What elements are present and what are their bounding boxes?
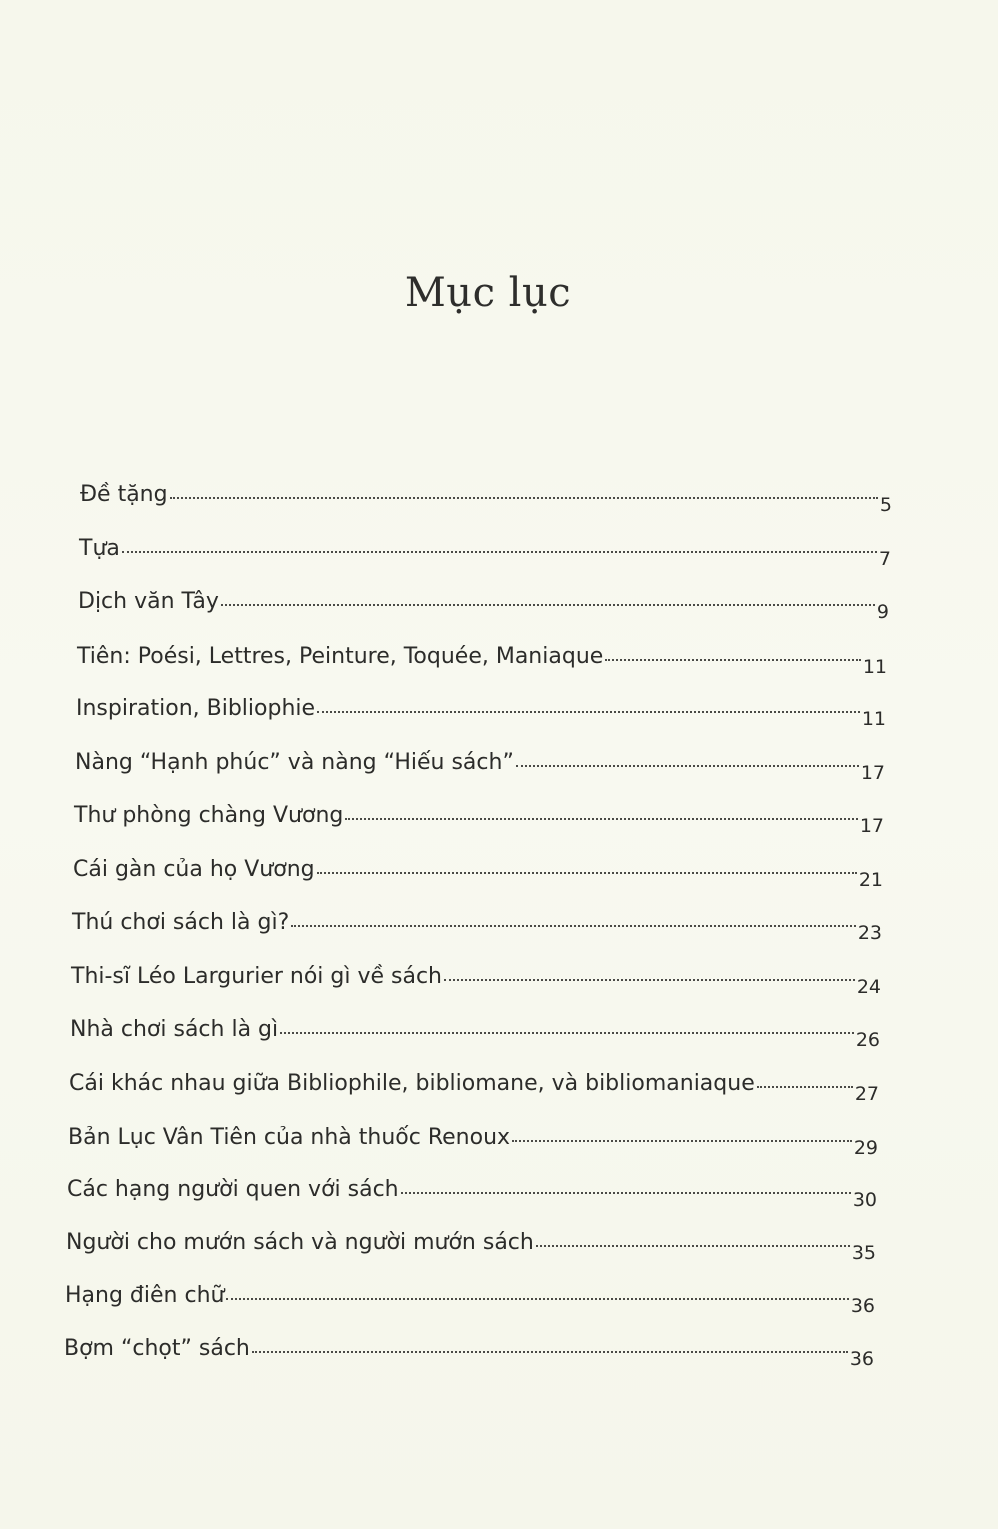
dot-leader [291,925,856,927]
toc-entry [75,750,885,790]
toc-page-number: 17 [860,762,885,784]
dot-leader [757,1086,853,1088]
toc-entry [72,910,882,950]
toc-page-number: 30 [852,1189,877,1211]
toc-entry [74,803,884,843]
toc-page-number: 29 [853,1137,878,1159]
toc-entry-title: Hạng điên chữ [65,1283,225,1308]
toc-page-number: 11 [862,656,887,678]
dot-leader [252,1351,848,1353]
toc-page-number: 26 [855,1029,880,1051]
dot-leader [444,979,855,981]
toc-entry-title: Thi-sĩ Léo Largurier nói gì về sách [71,964,443,989]
dot-leader [317,872,857,874]
dot-leader [605,659,861,661]
dot-leader [280,1032,854,1034]
toc-page-number: 21 [858,869,883,891]
dot-leader [170,497,878,499]
toc-entry [64,1336,874,1376]
toc-entry-title: Dịch văn Tây [78,589,219,614]
toc-page-number: 9 [876,601,889,623]
toc-entry [79,536,891,576]
dot-leader [516,765,859,767]
toc-entry-title: Thú chơi sách là gì? [72,910,290,935]
toc-entry-title: Người cho mướn sách và người mướn sách [66,1230,534,1255]
toc-entry [66,1230,876,1270]
toc-entry [73,857,883,897]
toc-page-number: 24 [856,976,881,998]
dot-leader [345,818,857,820]
toc-entry-title: Các hạng người quen với sách [67,1177,399,1202]
toc-entry-title: Inspiration, Bibliophie [76,696,316,721]
toc-entry-title: Nàng “Hạnh phúc” và nàng “Hiếu sách” [75,750,514,775]
dot-leader [512,1140,852,1142]
toc-page-number: 35 [851,1242,876,1264]
toc-page-number: 17 [859,815,884,837]
toc-entry-title: Tiên: Poési, Lettres, Peinture, Toquée, Maniaque [77,644,604,669]
toc-entry [68,1125,878,1165]
toc-entry [70,1017,880,1057]
toc-page-number: 11 [861,708,886,730]
toc-page-number: 7 [878,548,891,570]
toc-page-number: 27 [854,1083,879,1105]
toc-entry [69,1071,879,1111]
dot-leader [536,1245,850,1247]
toc-entry [78,589,889,629]
toc-page-number: 5 [879,494,892,516]
toc-entry-title: Cái khác nhau giữa Bibliophile, bibliomane, và bibliomaniaque [69,1071,755,1096]
toc-page-number: 23 [857,922,882,944]
toc-entry [67,1177,877,1217]
toc-entry-title: Nhà chơi sách là gì [70,1017,279,1042]
page-title: Mục lục [404,270,572,316]
toc-entry-title: Tựa [79,536,120,561]
dot-leader [317,711,860,713]
dot-leader [122,551,877,553]
toc-entry-title: Bợm “chọt” sách [64,1336,250,1361]
toc-entry [65,1283,875,1323]
toc-entry [76,696,886,736]
toc-entry [80,482,892,522]
toc-entry-title: Bản Lục Vân Tiên của nhà thuốc Renoux [68,1125,511,1150]
dot-leader [221,604,875,606]
dot-leader [401,1192,851,1194]
toc-page-number: 36 [850,1295,875,1317]
toc-entry-title: Thư phòng chàng Vương [74,803,344,828]
toc-page-number: 36 [849,1348,874,1370]
toc-entry-title: Đề tặng [80,482,168,507]
dot-leader [226,1298,848,1300]
toc-entry [77,644,887,684]
toc-entry [71,964,881,1004]
toc-entry-title: Cái gàn của họ Vương [73,857,315,882]
